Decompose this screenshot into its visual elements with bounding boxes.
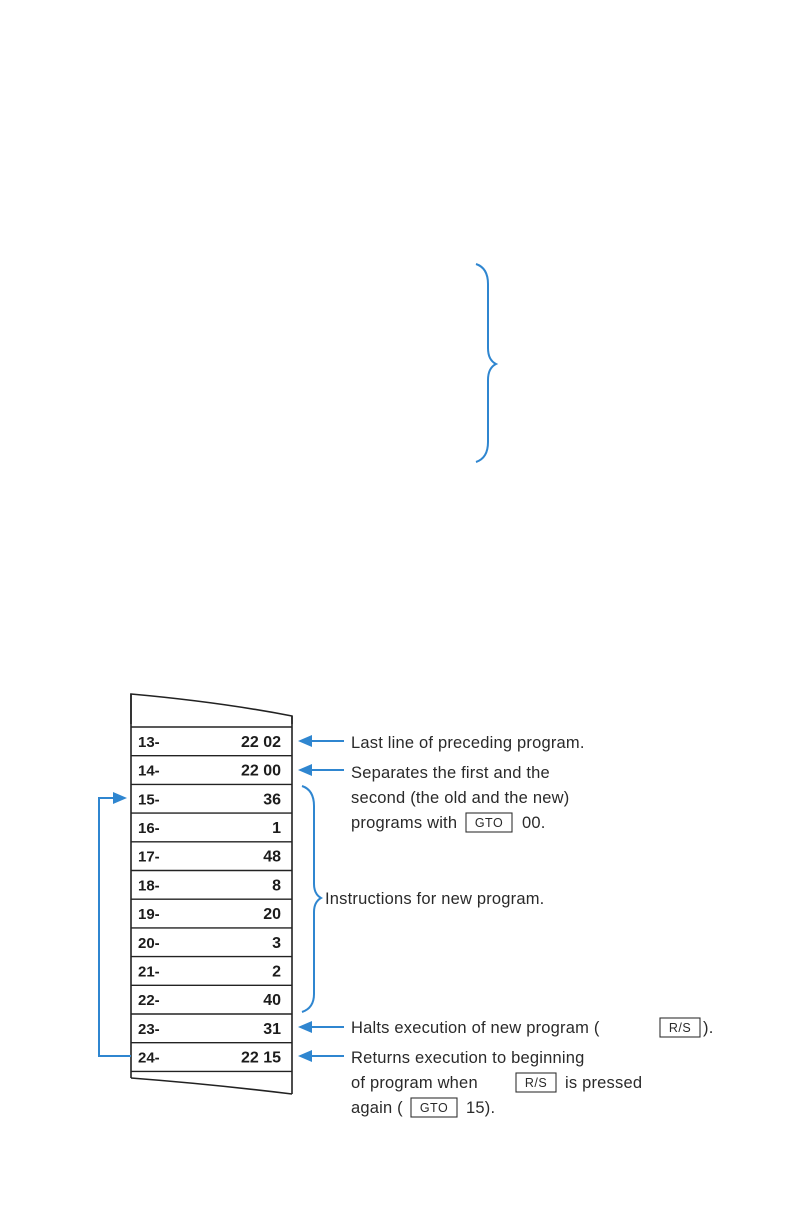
keycode: 22 15 (240, 1049, 281, 1067)
note-halts-a: Halts execution of new program ( (351, 1019, 600, 1037)
step-number: 21- (138, 963, 160, 981)
note-instructions: Instructions for new program. (325, 890, 545, 908)
keycode: 1 (272, 819, 281, 837)
step-number: 15- (138, 791, 160, 809)
listing-torn-bottom (131, 1078, 292, 1094)
gto-key-icon (466, 813, 512, 832)
annotations (325, 734, 713, 1117)
program-row (138, 849, 281, 866)
listing-torn-top (131, 694, 292, 724)
step-number: 22- (138, 992, 160, 1010)
keycode: 2 (272, 963, 281, 981)
step-number: 14- (138, 762, 160, 780)
note-returns-line3a: again ( (351, 1099, 403, 1117)
note-separates-line2: second (the old and the new) (351, 789, 570, 807)
program-row (138, 877, 281, 894)
keycode: 48 (263, 848, 281, 866)
program-row (138, 1050, 281, 1067)
note-separates-line1: Separates the first and the (351, 764, 550, 782)
step-number: 16- (138, 819, 160, 837)
note-returns-line3b: 15). (466, 1099, 496, 1117)
program-row (138, 734, 281, 751)
rs-key-icon (660, 1018, 700, 1037)
keycode: 31 (263, 1020, 281, 1038)
note-returns-line1: Returns execution to beginning (351, 1049, 585, 1067)
program-row (138, 935, 281, 952)
program-row (138, 963, 281, 980)
note-halts-b: ). (703, 1019, 714, 1037)
program-listing (131, 694, 292, 1094)
step-number: 19- (138, 906, 160, 924)
keycode: 22 00 (240, 762, 281, 780)
note-separates-line3b: 00. (522, 814, 546, 832)
program-row (138, 1021, 281, 1038)
svg-text:R/S: R/S (668, 1021, 692, 1035)
step-number: 23- (138, 1020, 160, 1038)
program-row (138, 791, 281, 808)
step-number: 18- (138, 877, 160, 895)
instructions-brace-icon (302, 786, 321, 1012)
svg-text:GTO: GTO (474, 816, 504, 830)
note-returns-line2a: of program when (351, 1074, 478, 1092)
keycode: 8 (272, 877, 281, 895)
decorative-brace-icon (476, 264, 496, 462)
arrow-step-24 (298, 1050, 344, 1062)
step-number: 24- (138, 1049, 160, 1067)
arrow-step-23 (298, 1021, 344, 1033)
svg-text:R/S: R/S (524, 1076, 548, 1090)
program-row (138, 992, 281, 1009)
step-number: 17- (138, 848, 160, 866)
keycode: 36 (263, 791, 281, 809)
step-number: 20- (138, 934, 160, 952)
program-row (138, 763, 281, 780)
arrow-step-14 (298, 764, 344, 776)
note-returns-line2b: is pressed (565, 1074, 643, 1092)
svg-text:GTO: GTO (419, 1101, 449, 1115)
keycode: 3 (272, 934, 281, 952)
arrow-step-13 (298, 735, 344, 747)
program-row (138, 820, 281, 837)
rs-key-icon (516, 1073, 556, 1092)
keycode: 20 (263, 906, 281, 924)
loop-arrow-24-to-15 (99, 792, 131, 1056)
step-number: 13- (138, 733, 160, 751)
keycode: 40 (263, 992, 281, 1010)
note-last-line: Last line of preceding program. (351, 734, 585, 752)
gto-key-icon (411, 1098, 457, 1117)
note-separates-line3a: programs with (351, 814, 458, 832)
keycode: 22 02 (240, 733, 281, 751)
program-row (138, 906, 281, 923)
